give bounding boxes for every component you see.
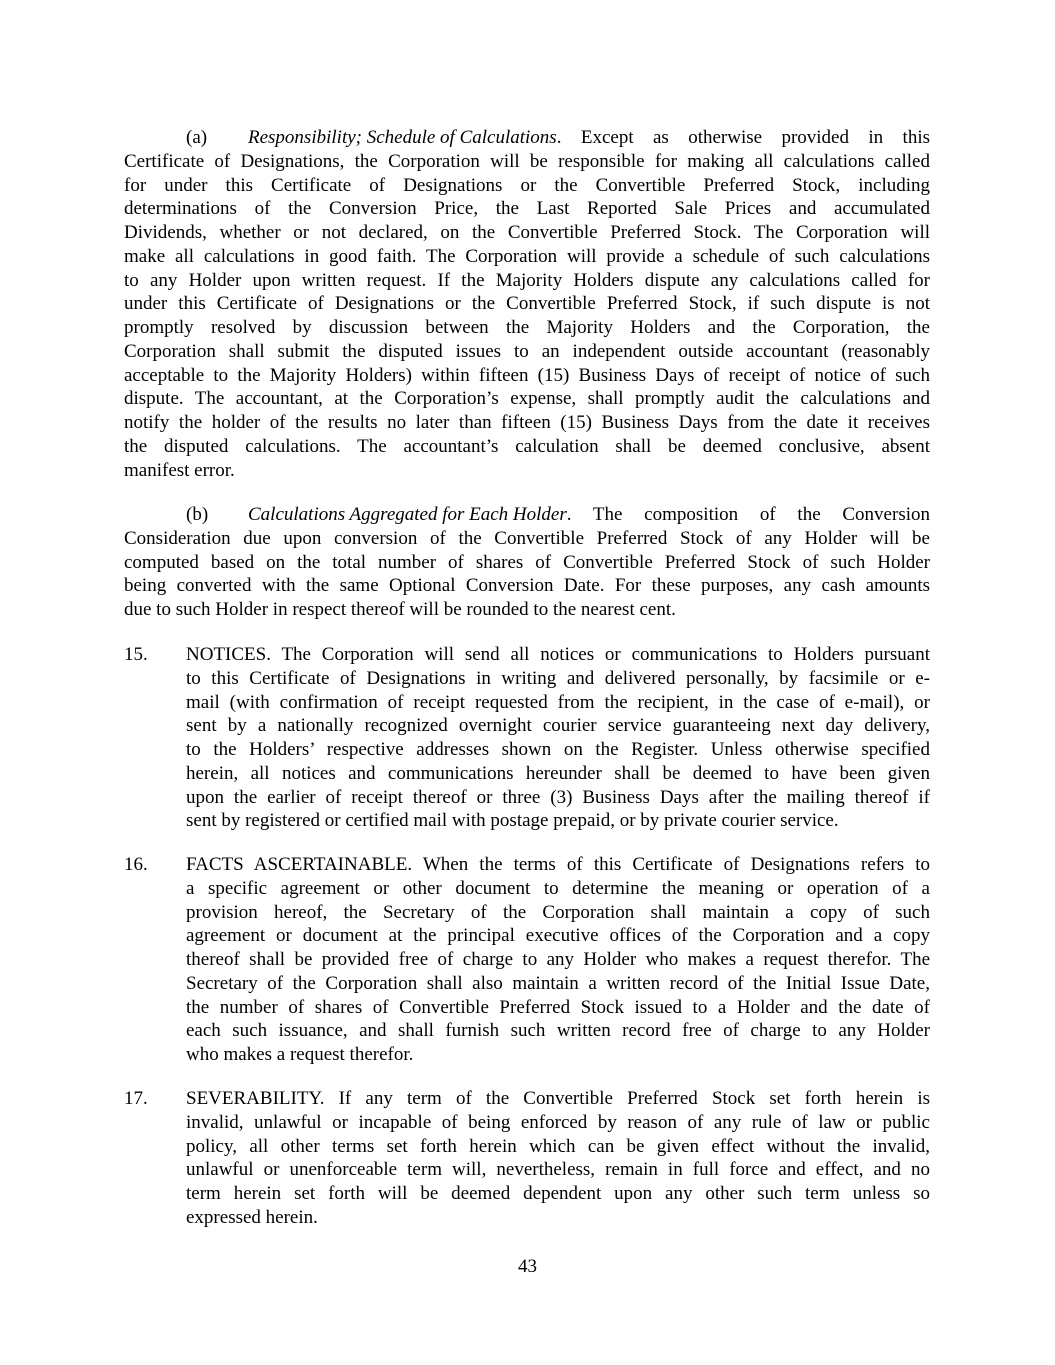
text-line: to the Holders’ respective addresses shown on the Register. Unless otherwise specified <box>186 739 930 760</box>
text-line: term herein set forth will be deemed dependent upon any other such term unless so <box>186 1183 930 1204</box>
text-line: herein, all notices and communications hereunder shall be deemed to have been given <box>186 762 930 784</box>
text-line: thereof shall be provided free of charge to any Holder who makes a request therefor. The <box>186 949 930 970</box>
section-17-severability <box>124 1087 930 1230</box>
page-number: 43 <box>518 1256 537 1277</box>
section-16-facts-ascertainable <box>124 853 930 1067</box>
section-15-notices <box>124 643 930 833</box>
text-line: mail (with confirmation of receipt requested from the recipient, in the case of e-mail), or <box>186 691 930 713</box>
text-line: who makes a request therefor. <box>186 1044 414 1065</box>
text-line: being converted with the same Optional Conversion Date. For these purposes, any cash amounts <box>124 575 930 597</box>
paragraph-text: . Except as otherwise provided in this <box>556 127 930 148</box>
text-line: upon the earlier of receipt thereof or three (3) Business Days after the mailing thereof if <box>186 786 930 808</box>
text-line: due to such Holder in respect thereof will be rounded to the nearest cent. <box>124 599 676 620</box>
section-number: 17. <box>124 1088 148 1109</box>
text-line: FACTS ASCERTAINABLE. When the terms of this Certificate of Designations refers to <box>186 854 930 875</box>
text-line: expressed herein. <box>186 1206 318 1228</box>
paragraph-text: . The composition of the Conversion <box>566 504 930 525</box>
text-line: sent by a nationally recognized overnight courier service guaranteeing next day delivery, <box>186 715 930 737</box>
text-line: determinations of the Conversion Price, the Last Reported Sale Prices and accumulated <box>124 198 930 220</box>
text-line: a specific agreement or other document to determine the meaning or operation of a <box>186 877 930 899</box>
text-line: policy, all other terms set forth herein which can be given effect without the invalid, <box>186 1135 930 1157</box>
text-line: Secretary of the Corporation shall also maintain a written record of the Initial Issue Date, <box>186 972 930 994</box>
text-line: the number of shares of Convertible Preferred Stock issued to a Holder and the date of <box>186 996 930 1018</box>
text-line: under this Certificate of Designations or the Convertible Preferred Stock, if such dispute is not <box>124 293 930 315</box>
text-line: provision hereof, the Secretary of the Corporation shall maintain a copy of such <box>186 901 930 923</box>
section-number: 16. <box>124 854 148 875</box>
text-line: for under this Certificate of Designations or the Convertible Preferred Stock, including <box>124 174 930 196</box>
section-body <box>124 853 930 1067</box>
paragraph-a <box>124 126 930 482</box>
text-line: sent by registered or certified mail with postage prepaid, or by private courier service. <box>186 810 839 832</box>
section-body <box>124 1087 930 1230</box>
text-line: acceptable to the Majority Holders) within fifteen (15) Business Days of receipt of notice of such <box>124 364 930 386</box>
text-line: to any Holder upon written request. If the Majority Holders dispute any calculations called for <box>124 269 930 291</box>
text-line: each such issuance, and shall furnish such written record free of charge to any Holder <box>186 1020 930 1042</box>
paragraph-label: (a) <box>186 127 208 148</box>
text-line: to this Certificate of Designations in writing and delivered personally, by facsimile or e- <box>186 667 930 689</box>
text-line: notify the holder of the results no later than fifteen (15) Business Days from the date it receives <box>124 412 930 433</box>
text-line: make all calculations in good faith. The Corporation will provide a schedule of such calculations <box>124 245 930 267</box>
text-line: invalid, unlawful or incapable of being enforced by reason of any rule of law or public <box>186 1111 930 1133</box>
text-line: Certificate of Designations, the Corporation will be responsible for making all calculations called <box>124 150 930 172</box>
text-line: dispute. The accountant, at the Corporation’s expense, shall promptly audit the calculations and <box>124 388 930 410</box>
paragraph-b <box>124 503 930 622</box>
text-line: unlawful or unenforceable term will, nevertheless, remain in full force and effect, and no <box>186 1159 930 1181</box>
paragraph-label: (b) <box>186 504 209 525</box>
text-line: Dividends, whether or not declared, on the Convertible Preferred Stock. The Corporation will <box>124 222 930 243</box>
text-line: agreement or document at the principal executive offices of the Corporation and a copy <box>186 925 930 947</box>
text-line: SEVERABILITY. If any term of the Convertible Preferred Stock set forth herein is <box>186 1088 930 1109</box>
paragraph-heading: Calculations Aggregated for Each Holder <box>248 504 567 525</box>
text-line: Corporation shall submit the disputed issues to an independent outside accountant (reasonably <box>124 340 930 362</box>
section-number: 15. <box>124 644 148 665</box>
text-line: the disputed calculations. The accountant’s calculation shall be deemed conclusive, absent <box>124 435 930 457</box>
text-line: NOTICES. The Corporation will send all notices or communications to Holders pursuant <box>186 644 930 665</box>
section-body <box>124 643 930 833</box>
text-line: promptly resolved by discussion between the Majority Holders and the Corporation, the <box>124 317 930 338</box>
text-line: computed based on the total number of shares of Convertible Preferred Stock of such Holder <box>124 551 930 573</box>
text-line: manifest error. <box>124 459 235 481</box>
paragraph-heading: Responsibility; Schedule of Calculations <box>248 127 557 148</box>
paragraph-first-line <box>124 503 930 527</box>
text-line: Consideration due upon conversion of the Convertible Preferred Stock of any Holder will be <box>124 527 930 549</box>
paragraph-first-line <box>124 126 930 150</box>
